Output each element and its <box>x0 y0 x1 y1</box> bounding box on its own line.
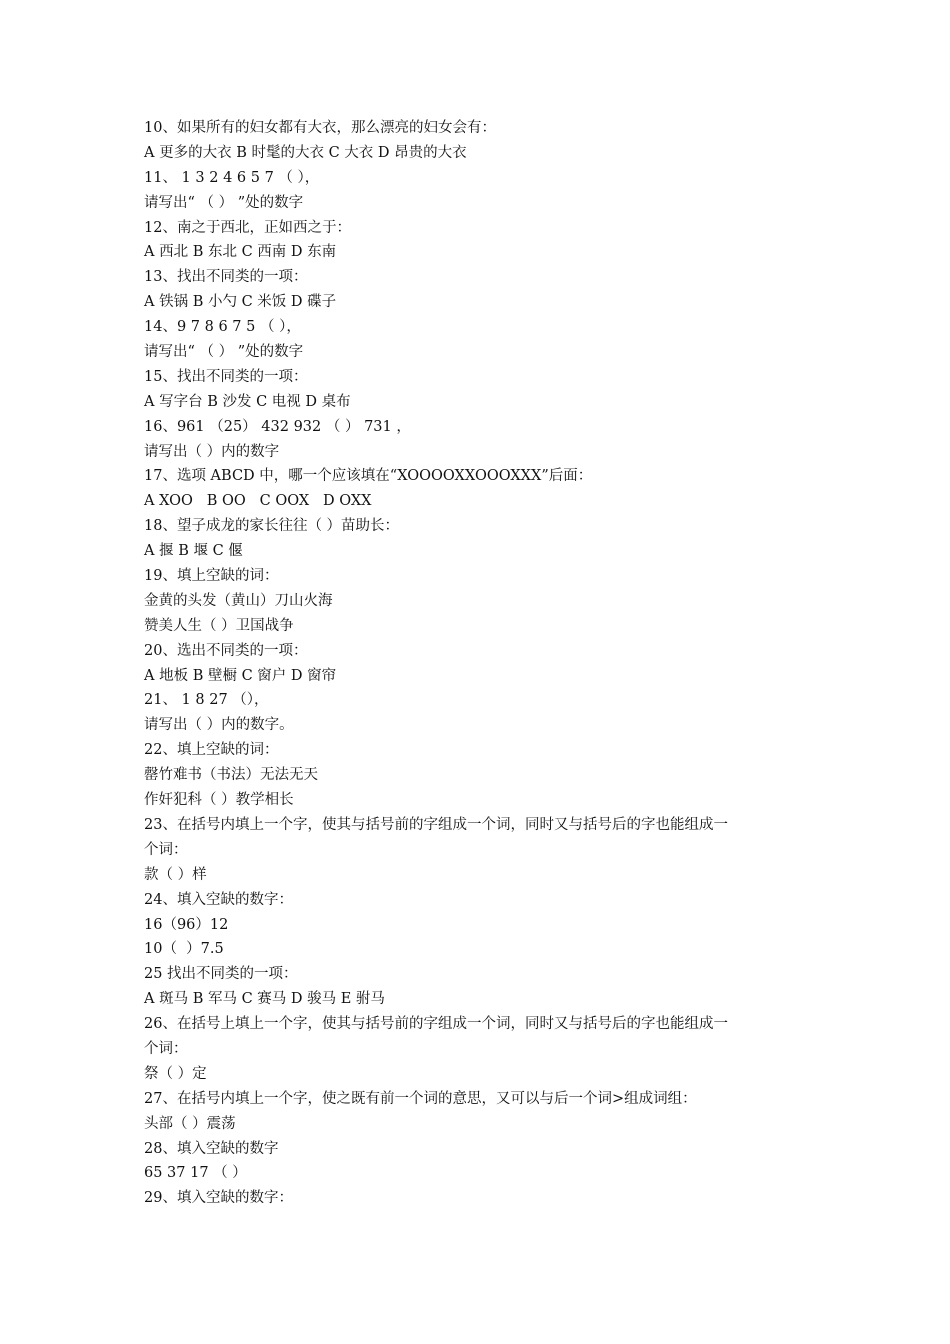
text-line: 头部（ ）震荡 <box>144 1115 236 1132</box>
text-line: 19、填上空缺的词： <box>144 568 279 585</box>
text-line: 15、找出不同类的一项： <box>144 368 308 385</box>
text-line: 罄竹难书（书法）无法无天 <box>144 767 318 784</box>
text-line: 20、选出不同类的一项： <box>144 642 308 659</box>
text-line: 祭（ ）定 <box>144 1065 207 1082</box>
text-line: 29、填入空缺的数字： <box>144 1190 293 1207</box>
text-line: 个词： <box>144 841 188 858</box>
text-line: A 地板 B 壁橱 C 窗户 D 窗帘 <box>144 667 337 684</box>
text-line: 23、在括号内填上一个字，使其与括号前的字组成一个词，同时又与括号后的字也能组成一 <box>144 816 728 833</box>
text-line: 作奸犯科（ ）教学相长 <box>144 792 294 809</box>
text-line: 赞美人生（ ）卫国战争 <box>144 617 294 634</box>
text-line: 27、在括号内填上一个字，使之既有前一个词的意思，又可以与后一个词>组成词组： <box>144 1090 697 1107</box>
text-line: 金黄的头发（黄山）刀山火海 <box>144 592 333 609</box>
text-line: 13、找出不同类的一项： <box>144 269 308 286</box>
text-line: 请写出（ ）内的数字 <box>144 443 280 460</box>
text-line: A 西北 B 东北 C 西南 D 东南 <box>144 244 337 261</box>
text-line: A 更多的大衣 B 时髦的大衣 C 大衣 D 昂贵的大衣 <box>144 144 467 161</box>
text-line: 26、在括号上填上一个字，使其与括号前的字组成一个词，同时又与括号后的字也能组成一 <box>144 1016 728 1033</box>
text-line: 18、望子成龙的家长往往（ ）苗助长： <box>144 518 400 535</box>
text-line: 11、 1 3 2 4 6 5 7 （ ）， <box>144 169 320 186</box>
text-line: 14、9 7 8 6 7 5 （ ）， <box>144 319 301 336</box>
text-line: 22、填上空缺的词： <box>144 742 279 759</box>
text-line: 28、填入空缺的数字 <box>144 1140 279 1157</box>
text-line: 请写出（ ）内的数字。 <box>144 717 294 734</box>
text-line: A 斑马 B 军马 C 赛马 D 骏马 E 驸马 <box>144 991 385 1008</box>
text-line: 24、填入空缺的数字： <box>144 891 293 908</box>
text-line: 请写出“ （ ） ”处的数字 <box>144 194 304 211</box>
text-line: 个词： <box>144 1040 188 1057</box>
text-line: 10、如果所有的妇女都有大衣，那么漂亮的妇女会有： <box>144 120 496 136</box>
text-line: A XOO B OO C OOX D OXX <box>144 493 372 510</box>
text-line: 12、南之于西北，正如西之于： <box>144 219 351 236</box>
text-line: 16、961 （25） 432 932 （ ） 731 ， <box>144 418 411 435</box>
text-line: 25 找出不同类的一项： <box>144 966 298 983</box>
text-line: 10（ ）7.5 <box>144 941 224 958</box>
text-line: A 写字台 B 沙发 C 电视 D 桌布 <box>144 393 351 410</box>
text-line: 21、 1 8 27 （）， <box>144 692 269 709</box>
text-line: 65 37 17 （ ） <box>144 1165 247 1182</box>
text-line: 17、选项 ABCD 中，哪一个应该填在“XOOOOXXOOOXXX”后面： <box>144 468 593 485</box>
text-line: A 揠 B 堰 C 偃 <box>144 543 243 560</box>
text-line: 款（ ）样 <box>144 866 207 883</box>
text-line: 16（96）12 <box>144 916 229 933</box>
document-page <box>144 116 824 1211</box>
text-line: 请写出“ （ ） ”处的数字 <box>144 344 304 361</box>
text-line: A 铁锅 B 小勺 C 米饭 D 碟子 <box>144 294 337 311</box>
